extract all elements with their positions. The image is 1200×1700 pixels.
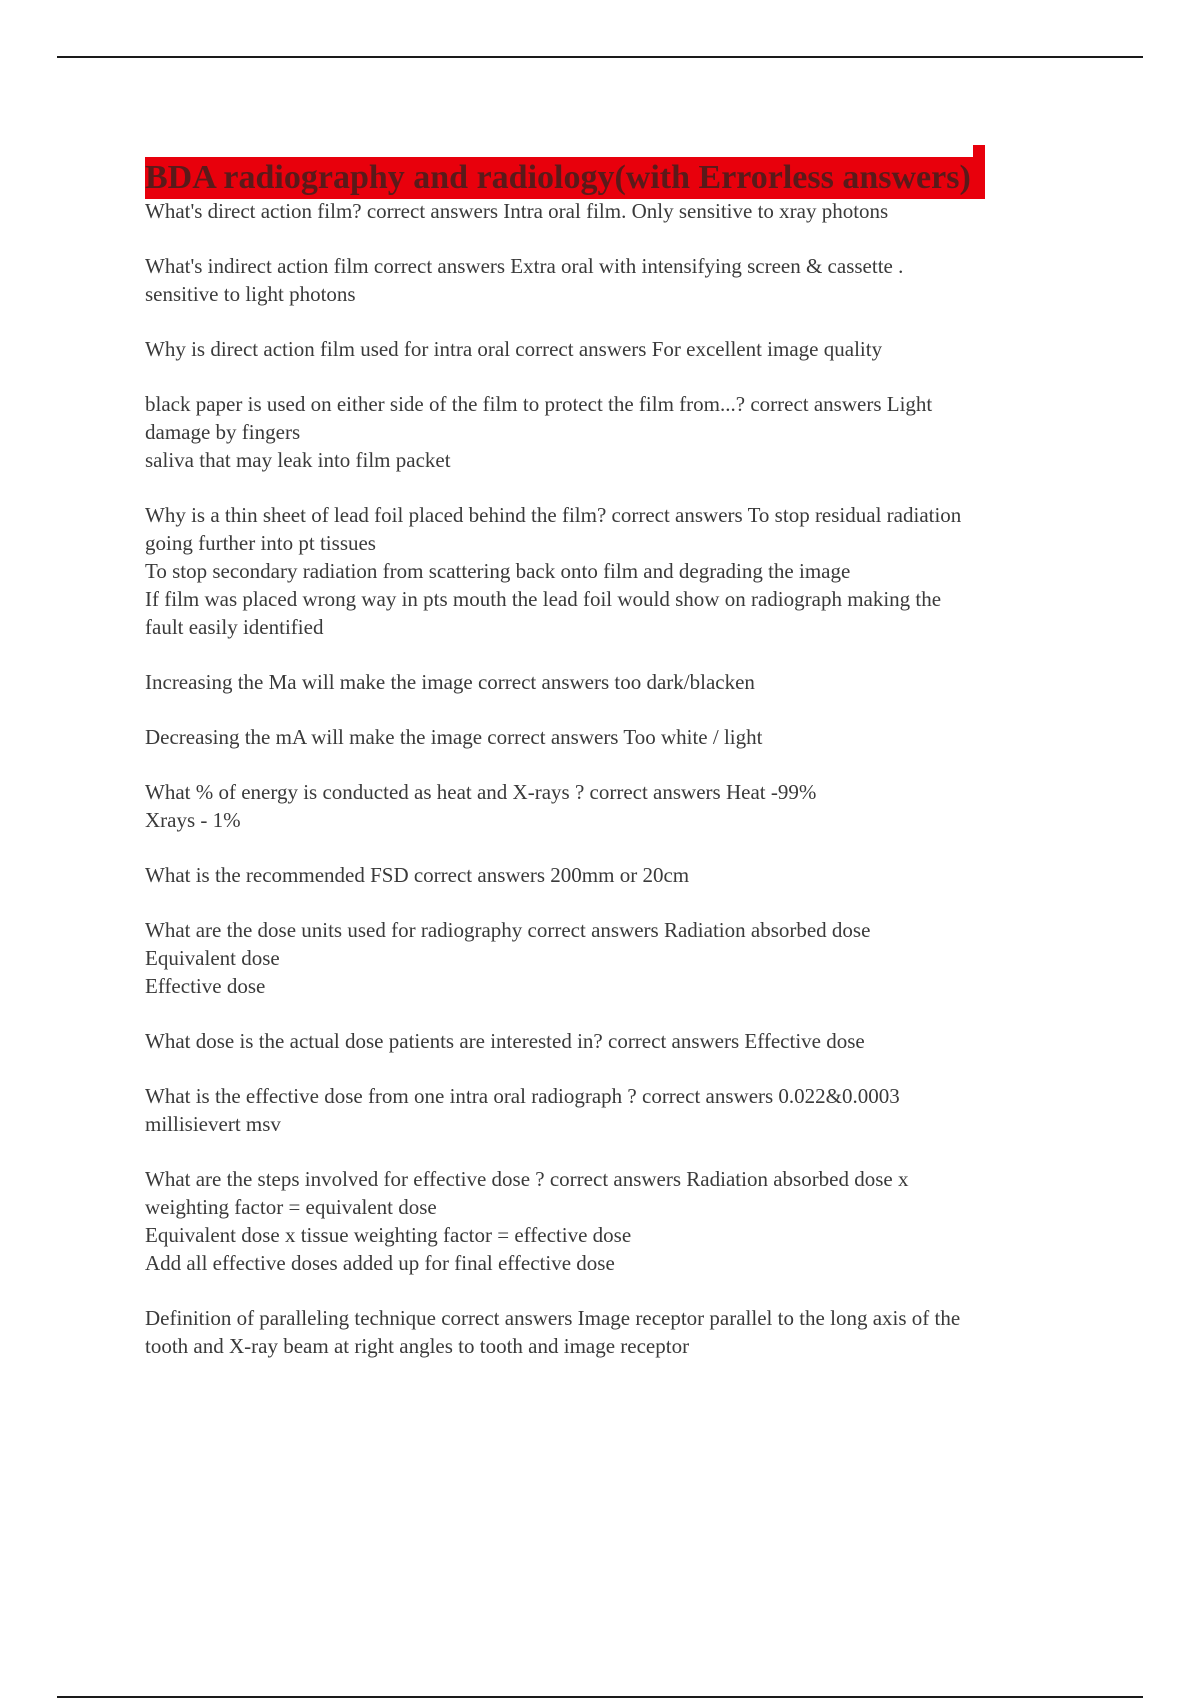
qa-line: Equivalent dose bbox=[145, 946, 280, 970]
document-title: BDA radiography and radiology(with Errorless answers) bbox=[145, 157, 973, 199]
qa-line: Why is direct action film used for intra oral correct answers For excellent image quality bbox=[145, 337, 883, 361]
qa-entry bbox=[145, 501, 1090, 641]
qa-line: What are the steps involved for effective dose ? correct answers Radiation absorbed dose x bbox=[145, 1167, 909, 1191]
qa-entry bbox=[145, 335, 1090, 363]
qa-line: If film was placed wrong way in pts mouth the lead foil would show on radiograph making the bbox=[145, 587, 942, 611]
qa-line: What's indirect action film correct answers Extra oral with intensifying screen & cassette . bbox=[145, 254, 904, 278]
qa-list bbox=[145, 197, 1090, 1360]
qa-entry bbox=[145, 252, 1090, 308]
qa-line: What % of energy is conducted as heat and X-rays ? correct answers Heat -99% bbox=[145, 780, 817, 804]
qa-line: sensitive to light photons bbox=[145, 282, 356, 306]
qa-line: weighting factor = equivalent dose bbox=[145, 1195, 437, 1219]
qa-line: What is the effective dose from one intra oral radiograph ? correct answers 0.022&0.0003 bbox=[145, 1084, 900, 1108]
qa-line: Xrays - 1% bbox=[145, 808, 241, 832]
qa-line: What dose is the actual dose patients are interested in? correct answers Effective dose bbox=[145, 1029, 865, 1053]
qa-entry bbox=[145, 390, 1090, 474]
footer-rule bbox=[57, 1696, 1143, 1698]
qa-line: Definition of paralleling technique correct answers Image receptor parallel to the long axis of the bbox=[145, 1306, 961, 1330]
qa-line: Effective dose bbox=[145, 974, 266, 998]
qa-entry bbox=[145, 197, 1090, 225]
qa-entry bbox=[145, 668, 1090, 696]
qa-line: Equivalent dose x tissue weighting factor = effective dose bbox=[145, 1223, 632, 1247]
qa-line: Add all effective doses added up for final effective dose bbox=[145, 1251, 615, 1275]
qa-entry bbox=[145, 1027, 1090, 1055]
qa-line: going further into pt tissues bbox=[145, 531, 376, 555]
qa-entry bbox=[145, 723, 1090, 751]
qa-line: tooth and X-ray beam at right angles to tooth and image receptor bbox=[145, 1334, 690, 1358]
qa-line: What are the dose units used for radiography correct answers Radiation absorbed dose bbox=[145, 918, 871, 942]
qa-entry bbox=[145, 1082, 1090, 1138]
qa-line: fault easily identified bbox=[145, 615, 324, 639]
qa-line: Decreasing the mA will make the image correct answers Too white / light bbox=[145, 725, 763, 749]
qa-entry bbox=[145, 861, 1090, 889]
qa-entry bbox=[145, 1304, 1090, 1360]
qa-line: millisievert msv bbox=[145, 1112, 281, 1136]
title-row bbox=[145, 145, 1090, 199]
qa-entry bbox=[145, 916, 1090, 1000]
qa-line: What's direct action film? correct answers Intra oral film. Only sensitive to xray photons bbox=[145, 199, 889, 223]
qa-line: What is the recommended FSD correct answers 200mm or 20cm bbox=[145, 863, 690, 887]
qa-entry bbox=[145, 778, 1090, 834]
document-body bbox=[145, 145, 1090, 1387]
qa-line: To stop secondary radiation from scattering back onto film and degrading the image bbox=[145, 559, 851, 583]
qa-line: Increasing the Ma will make the image correct answers too dark/blacken bbox=[145, 670, 755, 694]
qa-line: saliva that may leak into film packet bbox=[145, 448, 451, 472]
title-highlight-marker bbox=[973, 145, 985, 199]
header-rule bbox=[57, 56, 1143, 58]
qa-entry bbox=[145, 1165, 1090, 1277]
qa-line: Why is a thin sheet of lead foil placed behind the film? correct answers To stop residual radiation bbox=[145, 503, 962, 527]
qa-line: damage by fingers bbox=[145, 420, 301, 444]
qa-line: black paper is used on either side of the film to protect the film from...? correct answers Light bbox=[145, 392, 933, 416]
